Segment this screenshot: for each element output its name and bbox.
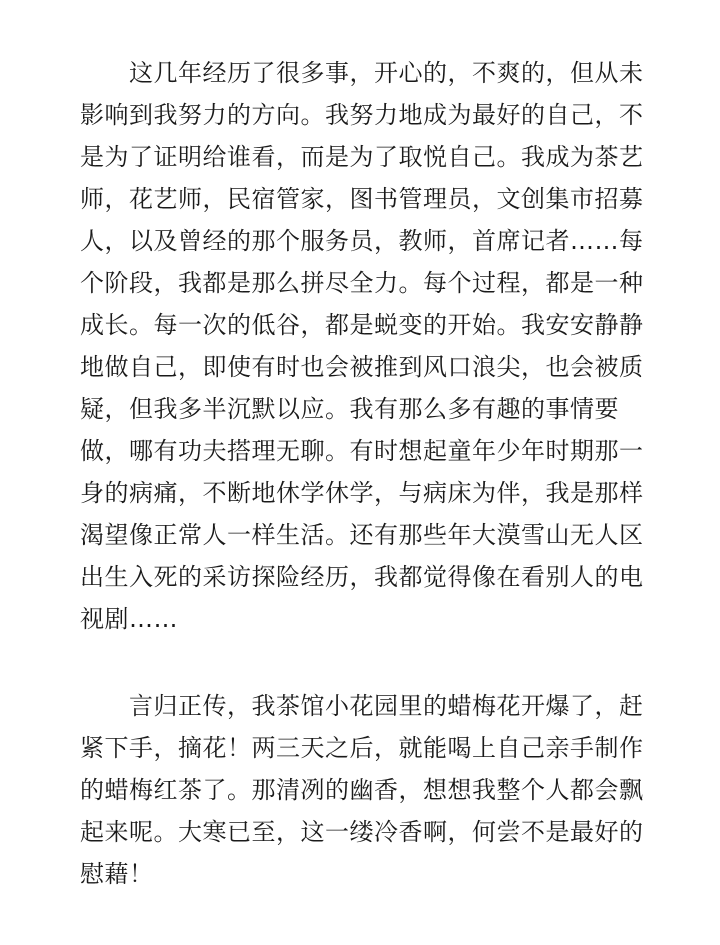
text-line: 的蜡梅红茶了。那清冽的幽香，想想我整个人都会飘: [80, 776, 644, 804]
article-body: [80, 52, 644, 895]
text-line: 成长。每一次的低谷，都是蜕变的开始。我安安静静: [80, 311, 644, 339]
paragraph-2: [80, 685, 644, 895]
text-line: 慰藉！: [80, 860, 154, 888]
text-line: 个阶段，我都是那么拼尽全力。每个过程，都是一种: [80, 269, 644, 297]
text-line: 人，以及曾经的那个服务员，教师，首席记者……每: [80, 227, 644, 255]
text-line: 渴望像正常人一样生活。还有那些年大漠雪山无人区: [80, 521, 644, 549]
text-line: 身的病痛，不断地休学休学，与病床为伴，我是那样: [80, 479, 644, 507]
text-line: 师，花艺师，民宿管家，图书管理员，文创集市招募: [80, 185, 644, 213]
text-line: 紧下手，摘花！两三天之后，就能喝上自己亲手制作: [80, 734, 644, 762]
text-line: 疑，但我多半沉默以应。我有那么多有趣的事情要: [80, 395, 619, 423]
text-line: 起来呢。大寒已至，这一缕冷香啊，何尝不是最好的: [80, 818, 644, 846]
text-line: 言归正传，我茶馆小花园里的蜡梅花开爆了，赶: [80, 692, 644, 720]
paragraph-spacer: [80, 640, 640, 685]
text-line: 视剧……: [80, 605, 178, 633]
text-line: 出生入死的采访探险经历，我都觉得像在看别人的电: [80, 563, 644, 591]
text-line: 是为了证明给谁看，而是为了取悦自己。我成为茶艺: [80, 143, 644, 171]
text-line: 地做自己，即使有时也会被推到风口浪尖，也会被质: [80, 353, 644, 381]
paragraph-1: [80, 52, 644, 640]
text-line: 做，哪有功夫搭理无聊。有时想起童年少年时期那一: [80, 437, 644, 465]
text-line: 这几年经历了很多事，开心的，不爽的，但从未: [80, 59, 644, 87]
text-line: 影响到我努力的方向。我努力地成为最好的自己，不: [80, 101, 644, 129]
